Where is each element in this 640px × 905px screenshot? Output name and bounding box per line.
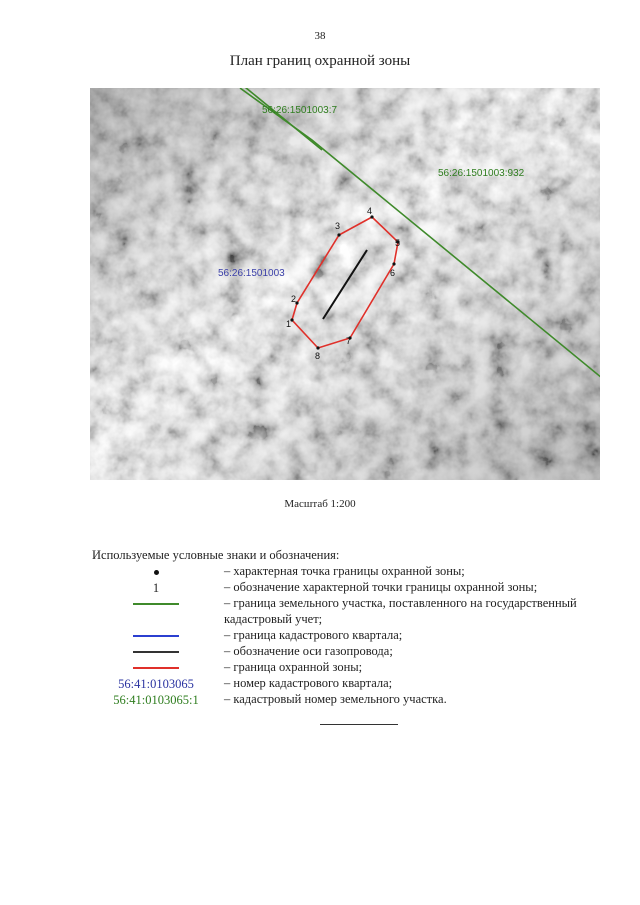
boundary-point — [337, 233, 340, 236]
legend-symbol-line — [92, 660, 220, 676]
legend-heading: Используемые условные знаки и обозначения: — [92, 548, 340, 562]
legend-symbol-quarter-code: 56:41:0103065 — [118, 676, 194, 691]
legend-item — [92, 660, 612, 676]
point-label-2: 2 — [291, 294, 297, 304]
legend-symbol-line — [92, 644, 220, 660]
legend-text: – граница охранной зоны; — [224, 660, 363, 674]
blue-line-icon — [133, 635, 179, 637]
legend-symbol-line — [92, 596, 220, 612]
point-label-6: 6 — [390, 268, 396, 278]
legend-item — [92, 628, 612, 644]
legend-item — [92, 676, 612, 692]
end-divider — [320, 724, 398, 725]
legend-text: – характерная точка границы охранной зоны; — [224, 564, 465, 578]
legend-symbol-number: 1 — [152, 580, 160, 595]
legend-text: – обозначение характерной точки границы охранной зоны; — [224, 580, 538, 594]
legend-symbol-line — [92, 628, 220, 644]
parcel-label-right: 56:26:1501003:932 — [438, 168, 525, 179]
legend-text: – номер кадастрового квартала; — [224, 676, 393, 690]
point-label-8: 8 — [315, 351, 321, 361]
legend-item — [92, 580, 612, 596]
legend-symbol-dot — [92, 564, 220, 580]
point-dot-icon — [154, 570, 159, 575]
green-line-icon — [133, 603, 179, 605]
page-number: 38 — [314, 30, 326, 42]
point-label-3: 3 — [335, 221, 341, 231]
map-scale: Масштаб 1:200 — [284, 498, 356, 510]
legend-text: – кадастровый номер земельного участка. — [224, 692, 447, 706]
legend-text: – граница кадастрового квартала; — [224, 628, 403, 642]
black-line-icon — [133, 651, 179, 653]
point-label-7: 7 — [346, 336, 352, 346]
legend-item — [92, 644, 612, 660]
legend-symbol-parcel-code: 56:41:0103065:1 — [113, 692, 199, 707]
legend-item — [92, 596, 612, 628]
legend-item — [92, 564, 612, 580]
page-title: План границ охранной зоны — [229, 53, 411, 69]
legend-text: – граница земельного участка, поставленного на государственный кадастровый учет; — [224, 596, 577, 626]
point-label-5: 5 — [395, 238, 401, 248]
boundary-point — [392, 262, 395, 265]
red-line-icon — [133, 667, 179, 669]
point-label-1: 1 — [286, 319, 292, 329]
point-label-4: 4 — [367, 206, 373, 216]
legend-item — [92, 692, 612, 708]
legend-text: – обозначение оси газопровода; — [224, 644, 393, 658]
parcel-label-top: 56:26:1501003:7 — [262, 105, 338, 116]
quarter-label: 56:26:1501003 — [218, 268, 285, 279]
boundary-point — [316, 346, 319, 349]
cadastral-map — [90, 88, 600, 480]
